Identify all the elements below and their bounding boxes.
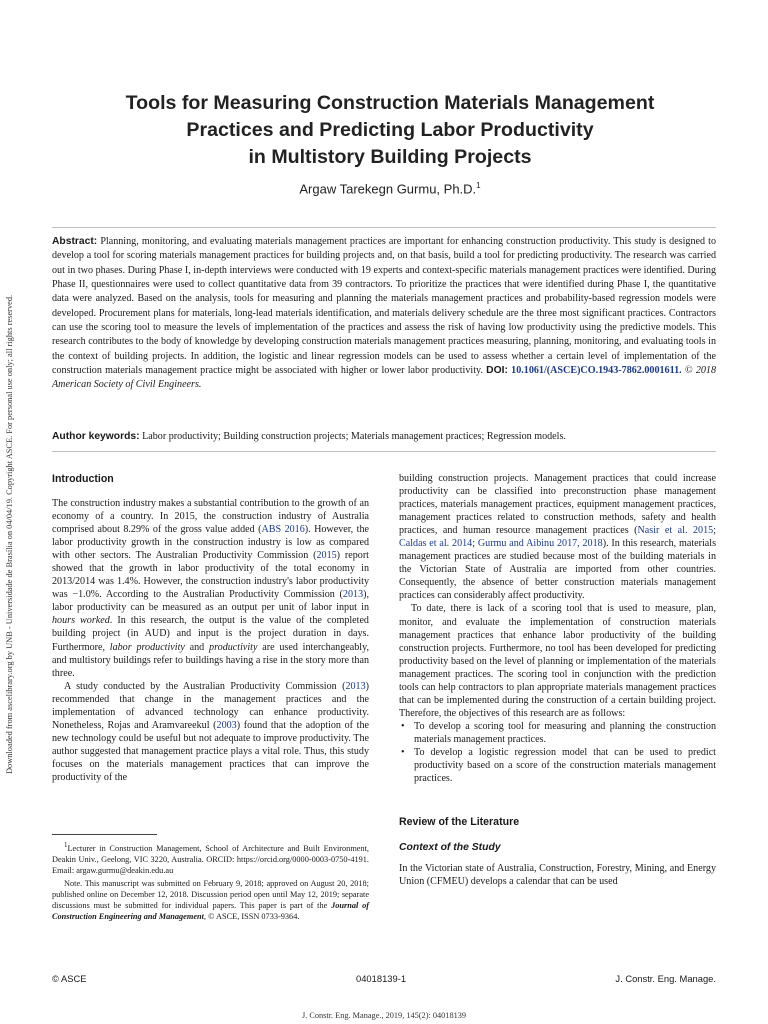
author-keywords [52, 430, 716, 444]
citation-link[interactable]: Caldas et al. 2014 [399, 538, 473, 550]
list-item: • To develop a scoring tool for measuring and planning the construction materials management practices. [399, 720, 716, 746]
right-paragraph-1 [399, 472, 716, 602]
right-paragraph-3: In the Victorian state of Australia, Construction, Forestry, Mining, and Energy Union (CFMEU) develops a calendar that can be used [399, 863, 716, 888]
footnote-mark: 1 [64, 842, 68, 849]
italic-term: labor productivity [109, 641, 185, 653]
footnote-affiliation [52, 840, 369, 876]
text-run: ; [472, 538, 478, 550]
citation-link[interactable]: ABS 2016 [261, 524, 305, 536]
text-run: , © ASCE, ISSN 0733-9364. [203, 912, 300, 922]
text-run: ) found that the adoption of the new technology could be useful but not adequate to improve productivity. The author suggested that management practice plays a vital role. Thus, this study focuses on the materials management practices that can improve the productivity of the [52, 719, 369, 783]
text-run: and [184, 641, 210, 653]
footnotes [52, 840, 369, 924]
page-citation: J. Constr. Eng. Manage., 2019, 145(2): 04018139 [301, 1011, 467, 1020]
citation-link[interactable]: 2015 [316, 550, 337, 562]
citation-link[interactable]: 2003 [216, 719, 237, 731]
italic-term: hours worked [52, 615, 110, 627]
author-affiliation-mark: 1 [476, 181, 481, 190]
keywords-text: Labor productivity; Building construction projects; Materials management practices; Regression models. [142, 431, 566, 442]
left-column [52, 472, 369, 784]
title-line-1: Tools for Measuring Construction Materials Management [125, 92, 655, 114]
subsection-heading-context: Context of the Study [399, 842, 501, 854]
footer-article-number: 04018139-1 [356, 973, 407, 984]
keywords-label: Author keywords: [52, 431, 140, 442]
text-run: Note. This manuscript was submitted on February 9, 2018; approved on August 20, 2018; published online on December 12, 2018. Discussion period open until May 12, 2019; separate discussions must be submitted for individual papers. This paper is part of the [52, 879, 369, 911]
italic-term: productivity [209, 641, 258, 653]
right-column [399, 472, 716, 888]
text-run: ), labor productivity can be measured as an output per unit of labor input in [52, 589, 369, 614]
keywords-bottom-rule [52, 451, 716, 452]
abstract-label: Abstract: [52, 236, 98, 247]
download-notice-text: Downloaded from ascelibrary.org by UNB - Universidade de Brasília on 04/04/19. Copyright ASCE. For personal use only; all rights reserved. [5, 294, 14, 774]
abstract-body: Planning, monitoring, and evaluating materials management practices are important for enhancing construction productivity. This study is designed to develop a tool for scoring materials management practices for building projects and, on that basis, build a tool for predicting productivity. The research was carried out in two phases. During Phase I, in-depth interviews were conducted with 19 experts and context-specific materials management practices were identified. During Phase II, questionnaires were used to collect quantitative data from 39 contractors. To prioritize the practices that were identified during Phase I, the quantitative data were analyzed. Based on the analysis, tools for measuring and planning the materials management practices and probability-based regression models were developed. Procurement plans for materials, long-lead materials identification, and materials delivery schedule are the three most significant practices. Contractors can use the scoring tool to measure the levels of implementation of the practices and assess the risk of having low productivity using the predictive models. This research contributes to the body of knowledge by developing construction materials management practices measuring, planning, monitoring, and evaluating tools in the context of building projects. In addition, the logistic and linear regression models can be used to assess whether a certain level of implementation of the construction materials management practice might be associated with higher or lower labor productivity. [52, 236, 716, 377]
paper-title [60, 90, 720, 171]
citation-link[interactable]: 2013 [345, 680, 366, 692]
footer-journal: J. Constr. Eng. Manage. [615, 973, 716, 984]
abstract-copyright: © 2018 American Society of Civil Engineers. [52, 365, 717, 391]
title-line-2: Practices and Predicting Labor Productivity [186, 119, 594, 141]
footnote-manuscript-note [52, 878, 369, 922]
footnote-rule [52, 834, 157, 835]
text-run: ; [713, 525, 716, 537]
journal-name: Journal of Construction Engineering and Management [52, 901, 370, 922]
footer-copyright: © ASCE [52, 973, 87, 984]
right-paragraph-2: To date, there is lack of a scoring tool that is used to measure, plan, monitor, and evaluate the implementation of construction materials management practices that enhance labor productivity of the building construction projects. Furthermore, no tool has been developed for predicting productivity based on the level of planning or implementation of the materials management practices. The scoring tool in conjunction with the prediction tools can help contractors to plan appropriate materials management practices that can be implemented during the construction of a certain building project. Therefore, the objectives of this research are as follows: [399, 603, 716, 719]
doi-label: DOI: [486, 365, 508, 377]
footnote-text: Lecturer in Construction Management, School of Architecture and Built Environment, Deakin Univ., Geelong, VIC 3220, Australia. ORCID: https://orcid.org/0000-0003-0750-4191. Email: argaw.gurmu@deakin.edu.au [52, 843, 369, 875]
citation-link[interactable]: 2013 [342, 589, 364, 601]
intro-paragraph-2 [52, 680, 369, 784]
text-run: The construction industry makes a substantial contribution to the growth of an economy of a country. In 2015, the construction industry of Australia comprised about 8.29% of the gross value added ( [52, 498, 369, 536]
title-line-3: in Multistory Building Projects [248, 146, 532, 168]
text-run: ). In this research, materials management practices are studied because most of the building materials in the Victorian State of Australia are imported from other countries. Consequently, the absence of better construction materials management practices can considerably affect productivity. [399, 538, 717, 602]
text-run: are used interchangeably, and multistory buildings refer to buildings having a rise in the story more than three. [52, 641, 370, 679]
list-item: • To develop a logistic regression model that can be used to predict productivity based on a score of the construction materials management practices. [399, 746, 716, 785]
abstract [52, 235, 716, 393]
citation-link[interactable]: Gurmu and Aibinu 2017, 2018 [477, 538, 603, 550]
intro-paragraph-1 [52, 497, 369, 680]
text-run: ) recommended that change in the management practices and the implementation of advanced technology can enhance productivity. Nonetheless, Rojas and Aramvareekul ( [52, 680, 369, 731]
citation-link[interactable]: Nasir et al. 2015 [637, 525, 714, 537]
objectives-list [399, 720, 716, 785]
page-footer [52, 973, 716, 989]
text-run: . In this research, the output is the value of the completed building project (in AUD) and input is the project duration in days. Furthermore, [52, 615, 369, 653]
section-heading-review: Review of the Literature [399, 816, 520, 829]
download-notice [0, 214, 20, 774]
section-heading-introduction: Introduction [52, 473, 114, 485]
author-name: Argaw Tarekegn Gurmu, Ph.D. [299, 181, 477, 197]
abstract-top-rule [52, 227, 716, 228]
text-run: ). However, the labor productivity growth in the construction industry is low as compared with other sectors. The Australian Productivity Commission ( [52, 524, 369, 562]
text-run: ) report showed that the growth in labor productivity of the total economy in 2013/2014 was 1.4%. However, the construction industry's labor productivity was −1.0%. According to the Australian Productivity Commission ( [52, 550, 369, 601]
text-run: building construction projects. Management practices that could increase productivity can be classified into preconstruction phase management practices, materials management practices, equipment management practices, management practices related to construction methods, safety and health practices, and human resource management practices ( [399, 473, 716, 537]
text-run: A study conducted by the Australian Productivity Commission ( [64, 680, 346, 692]
author-line [60, 181, 720, 196]
doi-link[interactable]: 10.1061/(ASCE)CO.1943-7862.0001611. [511, 365, 682, 377]
